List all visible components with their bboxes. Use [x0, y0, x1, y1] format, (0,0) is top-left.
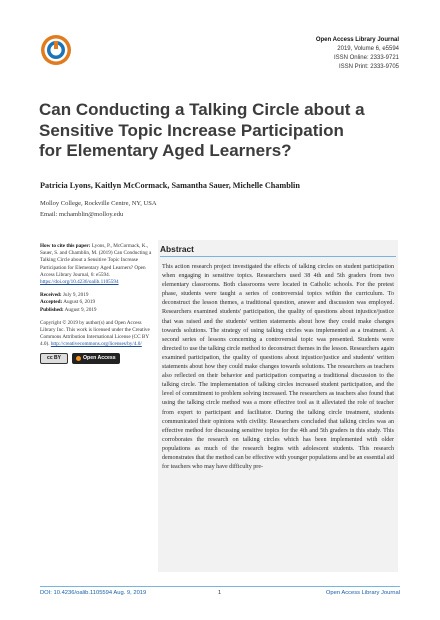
footer-page-number: 1: [218, 590, 222, 596]
abstract-text: This action research project investigated the effects of talking circles on student participation when engaging in sensitive topics. Researchers used 38 4th and 5th graders from two elementary classrooms. Both classrooms were located in Catholic schools. For the pretest phase, students were taught a series of controversial topics within the curriculum. To deconstruct the lesson themes, a traditional question, answer and discussion was employed. Researchers examined students' participation, the quality of questions about injustice/justice that was raised and the students' written statements about how they could make changes towards solutions. The strategy of using talking circles was implemented as a treatment. A second series of lessons concerning a controversial topic was presented. Students were directed to use the talking circle method to deconstruct themes in the lesson. Researchers again examined participation, the quality of questions about injustice/justice and students' written statements about how they could make changes towards solutions. The researchers as teachers also reflected on their behavior and participation comparing a traditional discussion to the talking circle. The implementation of talking circles increased student participation, and the level of commitment to problem solving increased. The researchers as teachers also found that using the talking circle method was a more effective tool as it alleviated the role of teacher from expert to participant and facilitator. During the talking circle treatment, students communicated their opinions with civility. Researchers concluded that talking circles was an effective method for discussing sensitive topics for the 4th and 5th graders in this study. This corroborates the research on talking circles which has been implemented with older populations as much of the research begins with adolescent students. This research demonstrates that the method can be effective with younger populations and be an essential aid for teachers who may have difficulty pre-: [162, 264, 394, 471]
copyright-text: Copyright © 2019 by author(s) and Open Access Library Inc. This work is licensed under the Creative Commons Attribution International License (CC BY 4.0).: [40, 319, 150, 348]
accepted-label: Accepted:: [40, 299, 63, 306]
cc-by-badge[interactable]: cc BY: [40, 353, 68, 364]
abstract-divider: [160, 256, 396, 257]
affiliation: Molloy College, Rockville Centre, NY, USA: [40, 200, 157, 207]
journal-info: [316, 36, 399, 72]
published-label: Published:: [40, 306, 64, 313]
license-link[interactable]: http://creativecommons.org/licenses/by/4.0/: [50, 341, 142, 348]
issn-print: ISSN Print: 2333-9705: [338, 64, 399, 70]
contact-email: Email: mchamblin@molloy.edu: [40, 211, 124, 218]
received-label: Received:: [40, 292, 62, 299]
author-list: Patricia Lyons, Kaitlyn McCormack, Samantha Sauer, Michelle Chamblin: [40, 181, 300, 190]
abstract-heading: Abstract: [160, 244, 194, 254]
citation-text: Lyons, P., McCormack, K., Sauer, S. and Chamblin, M. (2019) Can Conducting a Talking Circle about a Sensitive Topic Increase Participation for Elementary Aged Learners? Open Access Library Journal, 6: e5594.: [40, 243, 152, 278]
oalib-logo-icon: [40, 34, 72, 66]
citation-label: How to cite this paper:: [40, 243, 91, 249]
doi-link[interactable]: https://doi.org/10.4236/oalib.1105594: [40, 279, 119, 286]
footer-doi: DOI: 10.4236/oalib.1105594 Aug. 9, 2019: [40, 590, 147, 596]
footer-divider: [40, 586, 400, 587]
received-date: July 9, 2019: [62, 292, 89, 299]
journal-volume: 2019, Volume 6, e5594: [337, 46, 399, 52]
copyright-block: [40, 320, 152, 364]
footer-journal: Open Access Library Journal: [325, 590, 400, 596]
journal-name: Open Access Library Journal: [315, 37, 399, 43]
published-date: August 9, 2019: [64, 306, 97, 313]
license-badges: [40, 353, 152, 364]
open-access-label: Open Access: [83, 354, 116, 361]
open-access-icon: [76, 356, 81, 361]
article-title: Can Conducting a Talking Circle about a Sensitive Topic Increase Participation for Elementary Aged Learners?: [39, 100, 365, 160]
issn-online: ISSN Online: 2333-9721: [333, 55, 399, 61]
accepted-date: August 6, 2019: [63, 299, 96, 306]
article-sidebar: [40, 243, 152, 370]
citation-block: [40, 243, 152, 286]
open-access-badge[interactable]: [72, 353, 120, 364]
dates-block: [40, 292, 152, 314]
